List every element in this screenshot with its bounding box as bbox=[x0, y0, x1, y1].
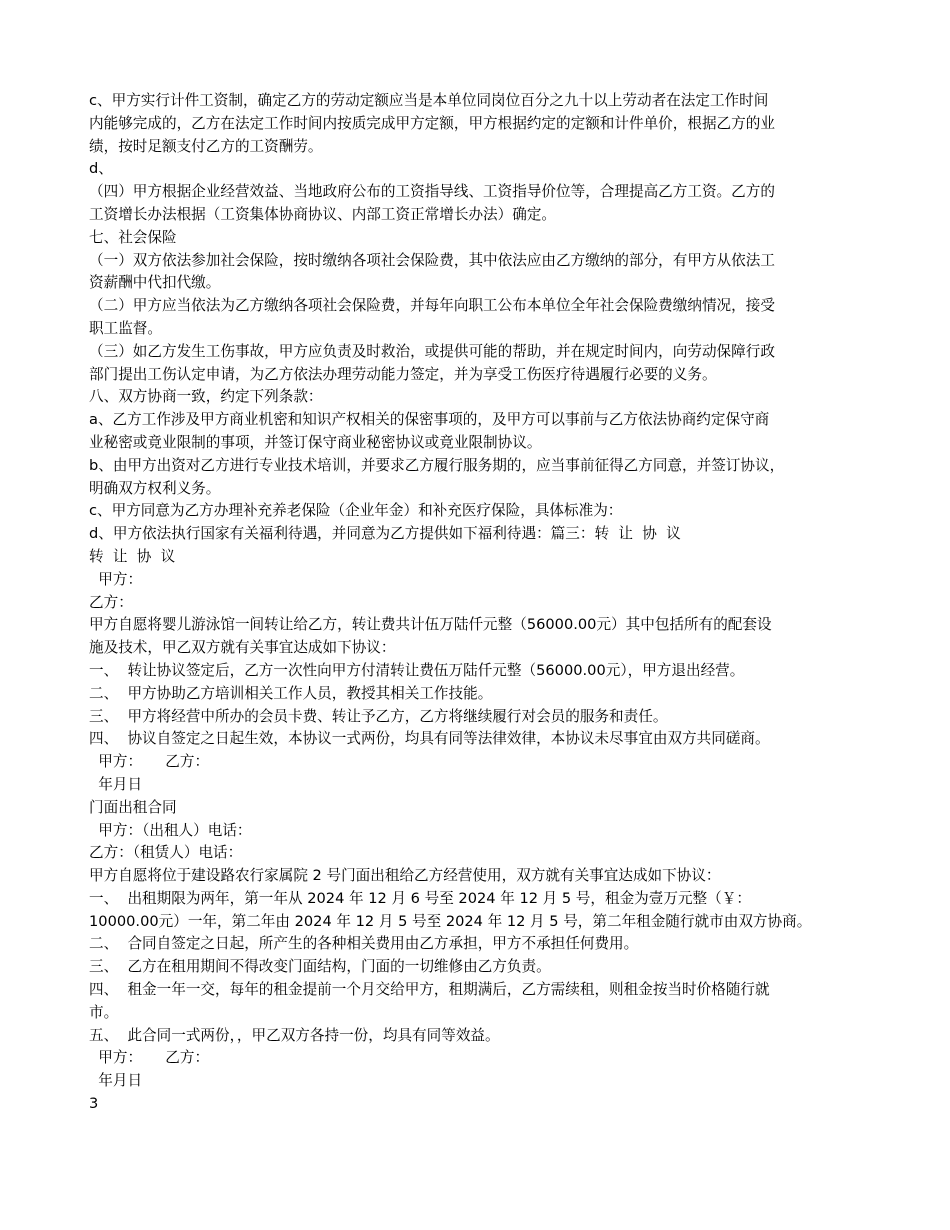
text-line: 转 让 协 议 bbox=[89, 547, 176, 565]
text-line: d、 bbox=[89, 160, 113, 178]
text-line: 职工监督。 bbox=[89, 319, 162, 337]
text-line: （四）甲方根据企业经营效益、当地政府公布的工资指导线、工资指导价位等，合理提高乙方工资。乙方的 bbox=[89, 183, 775, 201]
text-line: c、甲方实行计件工资制，确定乙方的劳动定额应当是本单位同岗位百分之九十以上劳动者在法定工作时间 bbox=[89, 92, 769, 109]
document-body bbox=[89, 90, 869, 1116]
text-line: （二）甲方应当依法为乙方缴纳各项社会保险费，并每年向职工公布本单位全年社会保险费缴纳情况，接受 bbox=[89, 297, 775, 315]
text-line: 业秘密或竟业限制的事项，并签订保守商业秘密协议或竟业限制协议。 bbox=[89, 433, 542, 451]
text-line: 甲方自愿将位于建设路农行家属院 2 号门面出租给乙方经营使用，双方就有关事宜达成如下协议： bbox=[89, 867, 721, 885]
text-line: 部门提出工伤认定申请，为乙方依法办理劳动能力签定，并为享受工伤医疗待遇履行必要的义务。 bbox=[89, 365, 717, 383]
text-line: 甲方： bbox=[89, 570, 143, 588]
text-line: 五、 此合同一式两份，，甲乙双方各持一份，均具有同等效益。 bbox=[89, 1026, 500, 1044]
text-line: 甲方：（出租人）电话： bbox=[89, 821, 252, 839]
text-line: 年月日 bbox=[89, 1072, 143, 1090]
text-line: 四、 租金一年一交，每年的租金提前一个月交给甲方，租期满后，乙方需续租，则租金按当时价格随行就 bbox=[89, 981, 770, 999]
text-line: 乙方： bbox=[89, 593, 133, 611]
text-line: b、由甲方出资对乙方进行专业技术培训，并要求乙方履行服务期的，应当事前征得乙方同意，并签订协议， bbox=[89, 456, 785, 474]
text-line: 一、 转让协议签定后，乙方一次性向甲方付清转让费伍万陆仟元整（56000.00元），甲方退出经营。 bbox=[89, 661, 745, 679]
text-line: 内能够完成的，乙方在法定工作时间内按质完成甲方定额，甲方根据约定的定额和计件单价，根据乙方的业 bbox=[89, 114, 775, 132]
text-line: 10000.00元）一年，第二年由 2024 年 12 月 5 号至 2024 年 12 月 5 号，第二年租金随行就市由双方协商。 bbox=[89, 912, 812, 930]
text-line: 二、 甲方协助乙方培训相关工作人员，教授其相关工作技能。 bbox=[89, 684, 493, 702]
text-line: 甲方： 乙方： bbox=[89, 1049, 210, 1067]
text-line: 施及技术，甲乙双方就有关事宜达成如下协议： bbox=[89, 639, 396, 657]
text-line: 门面出租合同 bbox=[89, 798, 177, 816]
text-line: 乙方：（租赁人）电话： bbox=[89, 844, 243, 862]
text-line: 甲方： 乙方： bbox=[89, 753, 210, 771]
text-line: d、甲方依法执行国家有关福利待遇，并同意为乙方提供如下福利待遇：篇三：转 让 协 议 bbox=[89, 525, 681, 543]
text-line: 市。 bbox=[89, 1003, 119, 1021]
text-line: 甲方自愿将婴儿游泳馆一间转让给乙方，转让费共计伍万陆仟元整（56000.00元）其中包括所有的配套设 bbox=[89, 616, 772, 634]
text-line: 3 bbox=[89, 1095, 99, 1113]
text-line: 三、 乙方在租用期间不得改变门面结构，门面的一切维修由乙方负责。 bbox=[89, 958, 551, 976]
text-line: （一）双方依法参加社会保险，按时缴纳各项社会保险费，其中依法应由乙方缴纳的部分，有甲方从依法工 bbox=[89, 251, 775, 269]
text-line: 年月日 bbox=[89, 775, 143, 793]
text-line: 四、 协议自签定之日起生效，本协议一式两份，均具有同等法律效律，本协议未尽事宜由双方共同磋商。 bbox=[89, 730, 770, 748]
text-line: 一、 出租期限为两年，第一年从 2024 年 12 月 6 号至 2024 年 12 月 5 号，租金为壹万元整（￥： bbox=[89, 889, 751, 907]
text-line: c、甲方同意为乙方办理补充养老保险（企业年金）和补充医疗保险，具体标准为： bbox=[89, 502, 623, 520]
text-line: （三）如乙方发生工伤事故，甲方应负责及时救治，或提供可能的帮助，并在规定时间内，向劳动保障行政 bbox=[89, 342, 775, 360]
text-line: 三、 甲方将经营中所办的会员卡费、转让予乙方，乙方将继续履行对会员的服务和责任。 bbox=[89, 707, 668, 725]
text-line: 资薪酬中代扣代缴。 bbox=[89, 274, 221, 292]
text-line: 明确双方权利义务。 bbox=[89, 479, 221, 497]
text-line: a、乙方工作涉及甲方商业机密和知识产权相关的保密事项的，及甲方可以事前与乙方依法协商约定保守商 bbox=[89, 411, 770, 429]
text-line: 工资增长办法根据（工资集体协商协议、内部工资正常增长办法）确定。 bbox=[89, 205, 557, 223]
text-line: 八、双方协商一致，约定下列条款： bbox=[89, 388, 323, 406]
text-line: 绩，按时足额支付乙方的工资酬劳。 bbox=[89, 137, 323, 155]
text-line: 七、社会保险 bbox=[89, 228, 177, 246]
text-line: 二、 合同自签定之日起，所产生的各种相关费用由乙方承担，甲方不承担任何费用。 bbox=[89, 935, 639, 953]
